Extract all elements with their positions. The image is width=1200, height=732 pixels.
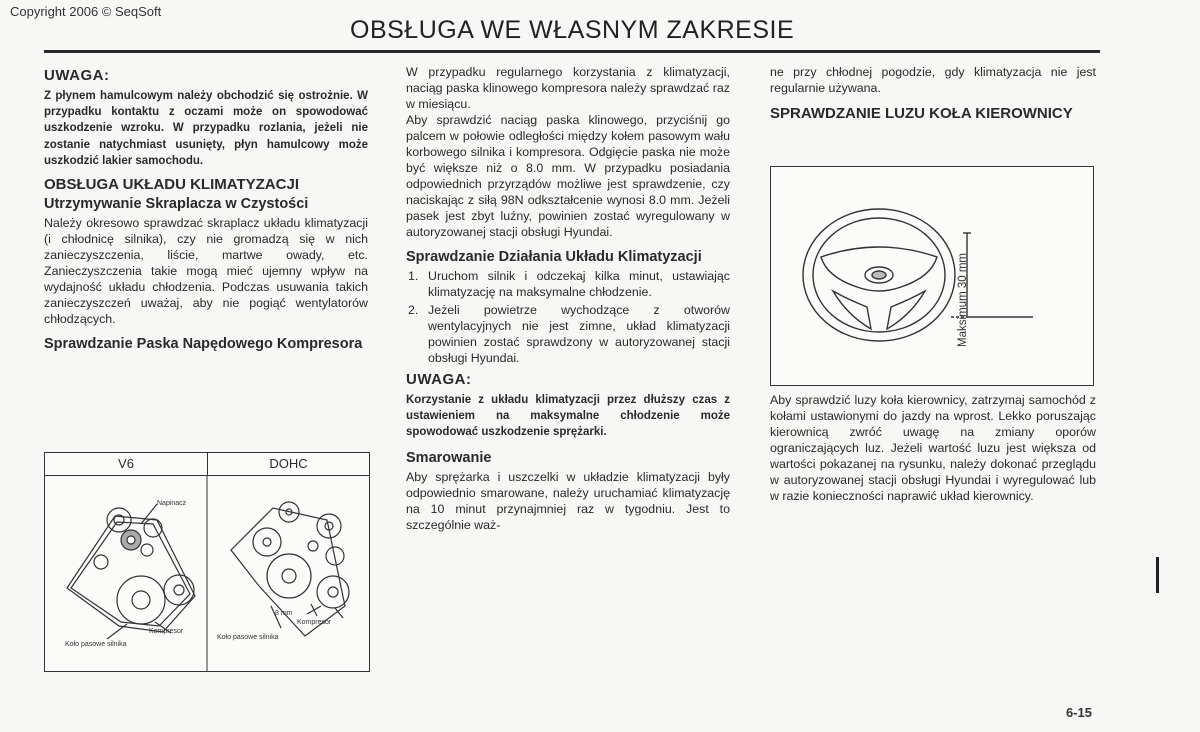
copyright-text: Copyright 2006 © SeqSoft bbox=[10, 4, 162, 19]
list-item bbox=[406, 268, 730, 300]
ac-check-steps bbox=[406, 268, 730, 366]
edge-mark bbox=[1156, 557, 1159, 593]
label-8mm: 8 mm bbox=[275, 610, 293, 617]
warning-text-2: Korzystanie z układu klimatyzacji przez dłuższy czas z ustawieniem na maksymalne chłodzenie może spowodować uszkodzenie sprężarki. bbox=[406, 394, 730, 439]
section-heading-ac: OBSŁUGA UKŁADU KLIMATYZACJI bbox=[44, 176, 299, 194]
subheading-belt: Sprawdzanie Paska Napędowego Kompresora bbox=[44, 336, 363, 353]
subheading-lube: Smarowanie bbox=[406, 449, 492, 466]
max-play-label: Maksimum 30 mm bbox=[957, 253, 969, 347]
figure-header-v6: V6 bbox=[45, 453, 208, 476]
step-number: 1. bbox=[408, 269, 419, 283]
wheel-text: Aby sprawdzić luzy koła kierownicy, zatrzymaj samochód z kołami ustawionymi do jazdy na wprost. Lekko poruszając kierownicą zwróć uwagę na zmiany oporów ograniczających luz. Jeżeli wartość luzu jest większa od wartości pokazanej na rysunku, należy dokonać przeglądu w autoryzowanej stacji obsługi Hyundai i wyregulować lub w razie konieczności naprawić układ kierownicy. bbox=[770, 393, 1096, 503]
steering-wheel-diagram bbox=[771, 167, 1093, 385]
column-3 bbox=[770, 64, 1096, 124]
subheading-condenser: Utrzymywanie Skraplacza w Czystości bbox=[44, 196, 309, 213]
figure-header-dohc: DOHC bbox=[208, 453, 369, 476]
belt-text-1: W przypadku regularnego korzystania z klimatyzacji, naciąg paska klinowego kompresora należy sprawdzać raz w miesiącu. bbox=[406, 65, 730, 111]
v6-belt-drawing bbox=[67, 504, 195, 639]
step-text: Jeżeli powietrze wychodzące z otworów wentylacyjnych nie jest zimne, układ klimatyzacji powinien zostać sprawdzony w autoryzowanej stacji obsługi Hyundai. bbox=[428, 303, 730, 365]
step-text: Uruchom silnik i odczekaj kilka minut, ustawiając klimatyzację na maksymalne chłodzenie. bbox=[428, 269, 730, 299]
warning-heading-2: UWAGA: bbox=[406, 371, 472, 388]
belt-text-2: Aby sprawdzić naciąg paska klinowego, przyciśnij go palcem w połowie odległości między kołem pasowym wału korbowego silnika i kompresora. Odgięcie paska nie może być większe niż o 8.0 mm. W przypadku posiadania odpowiednich przyrządów możliwe jest sprawdzenie, czy naciskając z siłą 98N odkształcenie wynosi 8.0 mm. Jeżeli pasek jest zbyt luźny, powinien zostać wyregulowany w autoryzowanej stacji obsługi Hyundai. bbox=[406, 113, 730, 239]
label-compressor-v6: Kompresor bbox=[149, 628, 184, 635]
section-heading-steering: SPRAWDZANIE LUZU KOŁA KIEROWNICY bbox=[770, 105, 1073, 122]
condenser-text: Należy okresowo sprawdzać skraplacz układu klimatyzacji (i chłodnicę silnika), czy nie gromadzą się w nich zanieczyszczenia, liście, martwe owady, etc. Zanieczyszczenia takie mogą mieć ujemny wpływ na wydajność układu chłodzenia. Podczas usuwania takich zanieczyszczeń uważaj, aby nie pogiąć wentylatorów chłodzących. bbox=[44, 216, 368, 327]
list-item bbox=[406, 302, 730, 366]
steering-wheel-figure bbox=[770, 166, 1094, 386]
page-title: OBSŁUGA WE WŁASNYM ZAKRESIE bbox=[350, 16, 795, 44]
lube-text: Aby sprężarka i uszczelki w układzie klimatyzacji były odpowiednio smarowane, należy uruchamiać klimatyzację na 10 minut przynajmniej raz w tygodniu. Jest to szczególnie waż- bbox=[406, 469, 730, 532]
warning-heading: UWAGA: bbox=[44, 67, 110, 84]
belt-figure bbox=[44, 452, 370, 672]
step-number: 2. bbox=[408, 303, 419, 317]
subheading-ac-check: Sprawdzanie Działania Układu Klimatyzacji bbox=[406, 249, 702, 265]
title-rule bbox=[44, 50, 1100, 53]
label-crank-pulley-v6: Koło pasowe silnika bbox=[65, 641, 127, 648]
page-number: 6-15 bbox=[1066, 705, 1093, 720]
column-2 bbox=[406, 64, 730, 533]
label-crank-pulley-dohc: Koło pasowe silnika bbox=[217, 634, 279, 641]
label-compressor-dohc: Kompresor bbox=[297, 619, 332, 626]
cont-text: ne przy chłodnej pogodzie, gdy klimatyzacja nie jest regularnie używana. bbox=[770, 65, 1096, 95]
label-tensioner: Napinacz bbox=[157, 500, 187, 507]
warning-text: Z płynem hamulcowym należy obchodzić się ostrożnie. W przypadku kontaktu z oczami może on spowodować uszkodzenie wzroku. W przypadku rozlania, jeżeli nie zostanie natychmiast usunięty, płyn hamulcowy może uszkodzić lakier samochodu. bbox=[44, 90, 368, 167]
column-1 bbox=[44, 64, 368, 355]
